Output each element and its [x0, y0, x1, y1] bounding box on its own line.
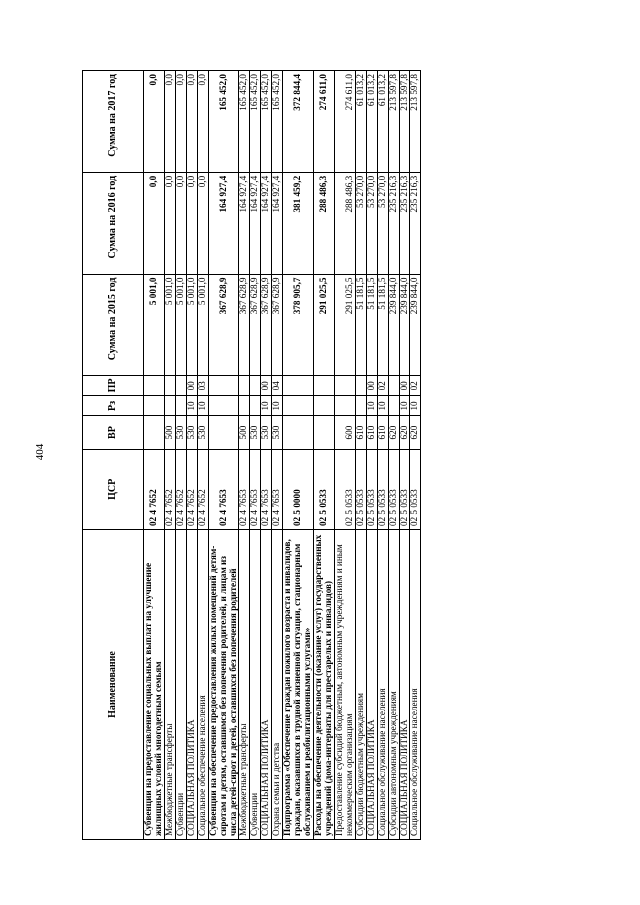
header-pr: ПР — [83, 376, 144, 396]
cell-vr — [314, 416, 335, 449]
table-row — [399, 71, 410, 840]
cell-name: СОЦИАЛЬНАЯ ПОЛИТИКА — [399, 530, 410, 840]
cell-sum-2016: 53 270,0 — [366, 172, 377, 274]
cell-name: Социальное обслуживание населения — [377, 530, 388, 840]
cell-vr — [283, 416, 314, 449]
cell-vr: 530 — [197, 416, 208, 449]
cell-csr: 02 5 0533 — [366, 449, 377, 529]
cell-sum-2016: 164 927,4 — [239, 172, 250, 274]
cell-name: СОЦИАЛЬНАЯ ПОЛИТИКА — [261, 530, 272, 840]
cell-sum-2017: 372 844,4 — [283, 71, 314, 173]
cell-vr: 610 — [366, 416, 377, 449]
header-csr: ЦСР — [83, 449, 144, 529]
cell-vr: 620 — [410, 416, 421, 449]
cell-rz: 10 — [399, 396, 410, 416]
table-row — [144, 71, 165, 840]
cell-sum-2017: 213 597,8 — [388, 71, 399, 173]
cell-vr: 530 — [175, 416, 186, 449]
cell-name: Расходы на обеспечение деятельности (оказание услуг) государственных учреждений (дома-интернаты для престарелых и инвалидов) — [314, 530, 335, 840]
table-row — [366, 71, 377, 840]
cell-csr: 02 5 0533 — [377, 449, 388, 529]
cell-pr: 04 — [272, 376, 283, 396]
rotated-table-wrapper — [82, 70, 542, 840]
cell-csr: 02 4 7652 — [164, 449, 175, 529]
cell-vr: 500 — [164, 416, 175, 449]
cell-vr: 530 — [272, 416, 283, 449]
cell-rz: 10 — [377, 396, 388, 416]
cell-csr: 02 4 7653 — [272, 449, 283, 529]
cell-csr: 02 4 7652 — [144, 449, 165, 529]
cell-csr: 02 5 0533 — [388, 449, 399, 529]
cell-sum-2016: 0,0 — [175, 172, 186, 274]
cell-sum-2015: 367 628,9 — [250, 274, 261, 376]
cell-sum-2016: 0,0 — [186, 172, 197, 274]
cell-pr: 02 — [377, 376, 388, 396]
cell-vr: 620 — [388, 416, 399, 449]
cell-pr: 00 — [186, 376, 197, 396]
header-sum-2016: Сумма на 2016 год — [83, 172, 144, 274]
cell-sum-2017: 274 611,0 — [314, 71, 335, 173]
cell-sum-2016: 53 270,0 — [355, 172, 366, 274]
header-sum-2015: Сумма на 2015 год — [83, 274, 144, 376]
cell-sum-2016: 288 486,3 — [334, 172, 355, 274]
cell-sum-2015: 367 628,9 — [239, 274, 250, 376]
cell-sum-2017: 61 013,2 — [377, 71, 388, 173]
cell-csr: 02 4 7652 — [175, 449, 186, 529]
cell-sum-2017: 274 611,0 — [334, 71, 355, 173]
cell-rz: 10 — [410, 396, 421, 416]
cell-sum-2016: 0,0 — [144, 172, 165, 274]
cell-pr: 02 — [410, 376, 421, 396]
cell-pr — [144, 376, 165, 396]
cell-pr — [164, 376, 175, 396]
cell-rz: 10 — [261, 396, 272, 416]
cell-sum-2017: 61 013,2 — [366, 71, 377, 173]
cell-sum-2017: 165 452,0 — [261, 71, 272, 173]
cell-sum-2015: 5 001,0 — [175, 274, 186, 376]
cell-vr: 530 — [186, 416, 197, 449]
cell-pr: 00 — [261, 376, 272, 396]
cell-vr: 610 — [355, 416, 366, 449]
cell-sum-2017: 213 597,8 — [410, 71, 421, 173]
cell-name: Предоставление субсидий бюджетным, автономным учреждениям и иным некоммерческим организациям — [334, 530, 355, 840]
cell-rz — [355, 396, 366, 416]
cell-sum-2017: 0,0 — [197, 71, 208, 173]
header-rz: Рз — [83, 396, 144, 416]
cell-csr: 02 5 0533 — [355, 449, 366, 529]
cell-name: СОЦИАЛЬНАЯ ПОЛИТИКА — [186, 530, 197, 840]
table-row — [261, 71, 272, 840]
cell-csr: 02 5 0000 — [283, 449, 314, 529]
cell-sum-2015: 239 844,0 — [388, 274, 399, 376]
cell-csr: 02 4 7653 — [261, 449, 272, 529]
table-header-row — [83, 71, 144, 840]
cell-sum-2017: 0,0 — [186, 71, 197, 173]
cell-pr — [239, 376, 250, 396]
cell-sum-2015: 291 025,5 — [334, 274, 355, 376]
cell-sum-2016: 235 216,3 — [410, 172, 421, 274]
cell-name: Охрана семьи и детства — [272, 530, 283, 840]
cell-rz — [144, 396, 165, 416]
cell-pr: 03 — [197, 376, 208, 396]
cell-csr: 02 4 7653 — [208, 449, 239, 529]
cell-sum-2015: 239 844,0 — [410, 274, 421, 376]
cell-vr: 530 — [250, 416, 261, 449]
cell-name: Межбюджетные трансферты — [164, 530, 175, 840]
cell-sum-2015: 367 628,9 — [272, 274, 283, 376]
cell-sum-2017: 165 452,0 — [250, 71, 261, 173]
cell-csr: 02 5 0533 — [410, 449, 421, 529]
cell-sum-2015: 51 181,5 — [355, 274, 366, 376]
cell-pr — [355, 376, 366, 396]
cell-pr — [283, 376, 314, 396]
cell-rz — [388, 396, 399, 416]
cell-sum-2016: 0,0 — [164, 172, 175, 274]
table-row — [197, 71, 208, 840]
cell-sum-2016: 288 486,3 — [314, 172, 335, 274]
cell-sum-2016: 164 927,4 — [272, 172, 283, 274]
cell-sum-2016: 235 216,3 — [388, 172, 399, 274]
cell-rz: 10 — [197, 396, 208, 416]
cell-rz — [283, 396, 314, 416]
table-row — [175, 71, 186, 840]
cell-pr — [208, 376, 239, 396]
cell-rz — [334, 396, 355, 416]
cell-name: Субвенции на предоставление социальных выплат на улучшение жилищных условий многодетным семьям — [144, 530, 165, 840]
cell-rz — [164, 396, 175, 416]
cell-sum-2015: 367 628,9 — [208, 274, 239, 376]
cell-name: Субвенции — [250, 530, 261, 840]
cell-rz: 10 — [186, 396, 197, 416]
table-row — [283, 71, 314, 840]
table-row — [377, 71, 388, 840]
cell-sum-2015: 378 905,7 — [283, 274, 314, 376]
cell-vr: 530 — [261, 416, 272, 449]
table-row — [355, 71, 366, 840]
cell-sum-2015: 291 025,5 — [314, 274, 335, 376]
cell-rz: 10 — [272, 396, 283, 416]
cell-csr: 02 4 7652 — [186, 449, 197, 529]
cell-rz — [250, 396, 261, 416]
table-row — [410, 71, 421, 840]
table-row — [208, 71, 239, 840]
header-vr: ВР — [83, 416, 144, 449]
cell-sum-2015: 51 181,5 — [366, 274, 377, 376]
cell-sum-2015: 367 628,9 — [261, 274, 272, 376]
cell-rz — [314, 396, 335, 416]
cell-pr: 00 — [399, 376, 410, 396]
cell-vr: 610 — [377, 416, 388, 449]
cell-sum-2017: 165 452,0 — [239, 71, 250, 173]
cell-pr — [250, 376, 261, 396]
cell-csr: 02 5 0533 — [334, 449, 355, 529]
cell-sum-2015: 5 001,0 — [164, 274, 175, 376]
cell-sum-2017: 61 013,2 — [355, 71, 366, 173]
cell-csr: 02 5 0533 — [314, 449, 335, 529]
table-body — [144, 71, 421, 840]
table-row — [186, 71, 197, 840]
table-row — [250, 71, 261, 840]
cell-vr: 600 — [334, 416, 355, 449]
cell-sum-2017: 0,0 — [164, 71, 175, 173]
cell-name: Социальное обслуживание населения — [410, 530, 421, 840]
cell-vr: 500 — [239, 416, 250, 449]
cell-sum-2017: 213 597,8 — [399, 71, 410, 173]
cell-csr: 02 5 0533 — [399, 449, 410, 529]
cell-rz — [239, 396, 250, 416]
table-row — [164, 71, 175, 840]
cell-name: Межбюджетные трансферты — [239, 530, 250, 840]
cell-csr: 02 4 7653 — [239, 449, 250, 529]
page-number: 404 — [34, 443, 46, 461]
cell-pr — [334, 376, 355, 396]
cell-csr: 02 4 7653 — [250, 449, 261, 529]
cell-sum-2016: 164 927,4 — [250, 172, 261, 274]
header-name: Наименование — [83, 530, 144, 840]
cell-pr — [175, 376, 186, 396]
cell-sum-2016: 0,0 — [197, 172, 208, 274]
cell-sum-2017: 165 452,0 — [272, 71, 283, 173]
cell-rz — [175, 396, 186, 416]
cell-sum-2015: 51 181,5 — [377, 274, 388, 376]
cell-sum-2016: 381 459,2 — [283, 172, 314, 274]
cell-name: Субвенции на обеспечение предоставления жилых помещений детям-сиротам и детям, оставшимся без попечения родителей, и лицам из числа детей-сирот и детей, оставшихся без попечения родителей — [208, 530, 239, 840]
cell-sum-2016: 235 216,3 — [399, 172, 410, 274]
cell-name: Субсидии автономным учреждениям — [388, 530, 399, 840]
cell-vr — [208, 416, 239, 449]
table-row — [314, 71, 335, 840]
cell-rz: 10 — [366, 396, 377, 416]
cell-name: Подпрограмма «Обеспечение граждан пожилого возраста и инвалидов, граждан, оказавшихся в трудной жизненной ситуации, стационарным обслуживанием и реабилитационными услугами» — [283, 530, 314, 840]
cell-pr — [388, 376, 399, 396]
cell-csr: 02 4 7652 — [197, 449, 208, 529]
cell-vr — [144, 416, 165, 449]
header-sum-2017: Сумма на 2017 год — [83, 71, 144, 173]
table-row — [334, 71, 355, 840]
cell-sum-2015: 5 001,0 — [197, 274, 208, 376]
cell-sum-2015: 239 844,0 — [399, 274, 410, 376]
table-row — [272, 71, 283, 840]
cell-sum-2016: 164 927,4 — [261, 172, 272, 274]
cell-name: Социальное обеспечение населения — [197, 530, 208, 840]
cell-name: Субсидии бюджетным учреждениям — [355, 530, 366, 840]
cell-sum-2016: 164 927,4 — [208, 172, 239, 274]
cell-sum-2017: 165 452,0 — [208, 71, 239, 173]
cell-sum-2015: 5 001,0 — [186, 274, 197, 376]
cell-sum-2015: 5 001,0 — [144, 274, 165, 376]
cell-sum-2016: 53 270,0 — [377, 172, 388, 274]
table-row — [388, 71, 399, 840]
table-row — [239, 71, 250, 840]
cell-sum-2017: 0,0 — [144, 71, 165, 173]
cell-vr: 620 — [399, 416, 410, 449]
cell-sum-2017: 0,0 — [175, 71, 186, 173]
cell-pr: 00 — [366, 376, 377, 396]
cell-pr — [314, 376, 335, 396]
cell-name: Субвенции — [175, 530, 186, 840]
cell-rz — [208, 396, 239, 416]
budget-table — [82, 70, 421, 840]
cell-name: СОЦИАЛЬНАЯ ПОЛИТИКА — [366, 530, 377, 840]
